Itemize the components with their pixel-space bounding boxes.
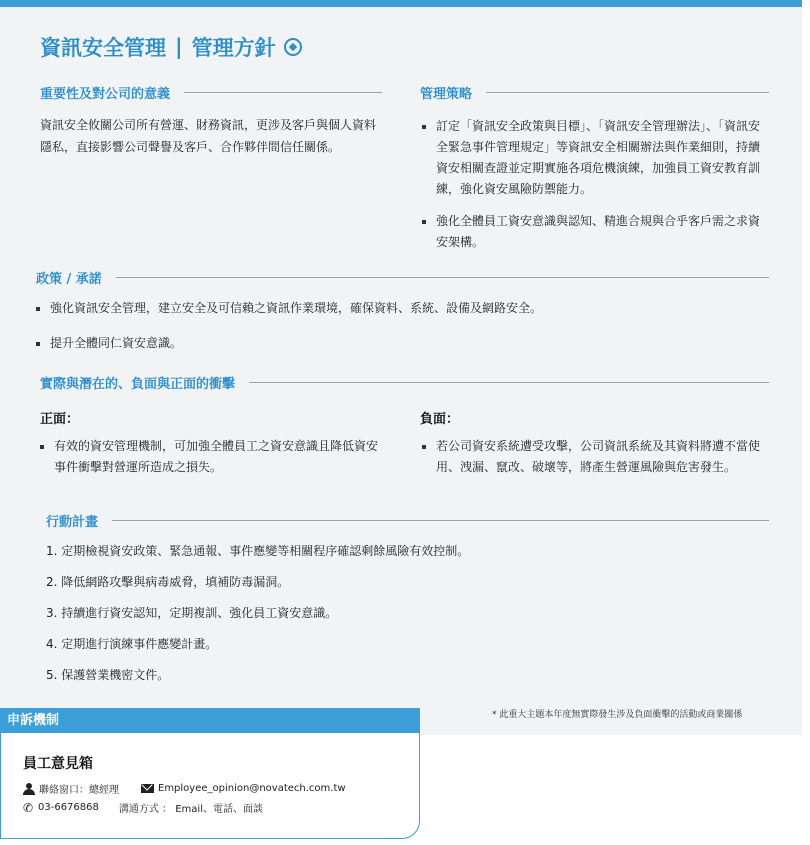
email-link[interactable]: Employee_opinion@novatech.com.tw xyxy=(158,783,346,794)
importance-heading xyxy=(40,83,382,102)
action-heading-text: 行動計畫 xyxy=(46,515,99,530)
policy-heading xyxy=(36,268,769,287)
list-item: 2. 降低網路攻擊與病毒威脅，填補防毒漏洞。 xyxy=(46,575,290,589)
positive-list xyxy=(40,436,386,478)
strategy-heading xyxy=(420,83,769,102)
footnote: * 此重大主題本年度無實際發生涉及負面衝擊的活動或商業關係 xyxy=(492,710,743,720)
action-list xyxy=(46,544,769,699)
top-accent-bar xyxy=(0,0,802,7)
compass-icon xyxy=(284,38,302,56)
list-item: 5. 保護營業機密文件。 xyxy=(46,668,170,682)
list-item: 若公司資安系統遭受攻擊，公司資訊系統及其資料將遭不當使用、洩漏、竄改、破壞等，將產生營運風險與危害發生。 xyxy=(422,436,768,478)
channels: 溝通方式 ： Email、電話、面談 xyxy=(118,804,263,815)
policy-heading-text: 政策 / 承諾 xyxy=(36,272,102,287)
negative-list xyxy=(422,436,768,478)
list-item: 強化全體員工資安意識與認知、精進合規與合乎客戶需之求資安架構。 xyxy=(422,211,768,253)
list-item: 訂定「資訊安全政策與目標」、「資訊安全管理辦法」、「資訊安全緊急事件管理規定」等資訊安全相關辦法與作業細則，持續資安相關查證並定期實施各項危機演練，加強員工資安教育訓練，強化資安風險防禦能力。 xyxy=(422,116,768,200)
strategy-list xyxy=(422,116,768,253)
appeal-heading: 申訴機制 xyxy=(1,709,419,733)
list-item: 3. 持續進行資安認知，定期複訓、強化員工資安意識。 xyxy=(46,606,338,620)
divider-line xyxy=(486,92,769,93)
list-item: 1. 定期檢視資安政策、緊急通報、事件應變等相關程序確認剩餘風險有效控制。 xyxy=(46,544,470,558)
strategy-heading-text: 管理策略 xyxy=(420,87,473,102)
divider-line xyxy=(184,92,382,93)
action-heading xyxy=(46,511,769,530)
phone-icon: ✆ xyxy=(23,800,34,815)
policy-list xyxy=(36,298,769,354)
list-item: 提升全體同仁資安意識。 xyxy=(36,333,769,354)
opinion-box-title: 員工意見箱 xyxy=(23,756,93,772)
mail-icon xyxy=(141,784,154,793)
appeal-box xyxy=(0,708,420,839)
negative-label: 負面： xyxy=(420,412,460,427)
contact-window: 聯絡窗口：總經理 xyxy=(39,785,119,796)
phone-number[interactable]: 03-6676868 xyxy=(38,802,99,813)
importance-heading-text: 重要性及對公司的意義 xyxy=(40,87,171,102)
page-title-main: 資訊安全管理 xyxy=(40,36,166,60)
impact-heading-text: 實際與潛在的、負面與正面的衝擊 xyxy=(40,377,236,392)
page-title-separator: | xyxy=(175,35,183,59)
page-title xyxy=(40,32,302,62)
divider-line xyxy=(116,277,769,278)
positive-label: 正面： xyxy=(40,412,80,427)
divider-line xyxy=(112,520,769,521)
divider-line xyxy=(249,382,769,383)
phone-row xyxy=(23,800,263,815)
impact-heading xyxy=(40,373,769,392)
contact-row xyxy=(23,781,346,796)
person-icon xyxy=(23,783,35,795)
importance-text: 資訊安全攸關公司所有營運、財務資訊，更涉及客戶與個人資料隱私，直接影響公司聲譽及客戶、合作夥伴間信任關係。 xyxy=(40,118,377,154)
list-item: 4. 定期進行演練事件應變計畫。 xyxy=(46,637,218,651)
list-item: 有效的資安管理機制，可加強全體員工之資安意識且降低資安事件衝擊對營運所造成之損失。 xyxy=(40,436,386,478)
page-title-sub: 管理方針 xyxy=(191,36,276,60)
list-item: 強化資訊安全管理，建立安全及可信賴之資訊作業環境，確保資料、系統、設備及網路安全。 xyxy=(36,298,769,319)
